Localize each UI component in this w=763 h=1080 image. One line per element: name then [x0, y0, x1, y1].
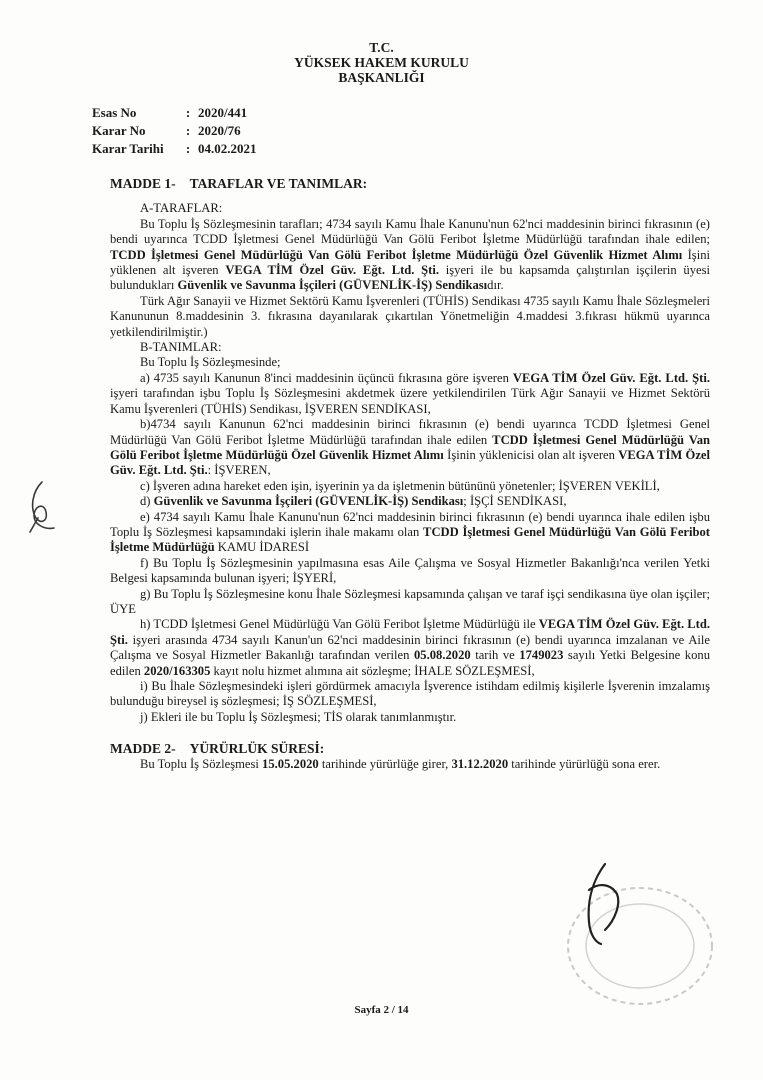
- colon: :: [185, 105, 191, 120]
- definition-f: f) Bu Toplu İş Sözleşmesinin yapılmasına esas Aile Çalışma ve Sosyal Hizmetler Bakanlığı'nca verilen Yetki Belgesi kapsamında bulunan işyeri; İŞYERİ,: [110, 555, 710, 586]
- colon: :: [185, 141, 191, 156]
- text: sayılı Yetki Belgesine konu edilen: [110, 648, 710, 678]
- text: : İŞVEREN,: [207, 463, 271, 478]
- bold-text: Güvenlik ve Savunma İşçileri (GÜVENLİK-İŞ) Sendikası: [177, 278, 488, 293]
- document-header: [0, 40, 763, 85]
- bold-text: TCDD İşletmesi Genel Müdürlüğü Van Gölü Feribot İşletme Müdürlüğü Özel Güvenlik Hizmet Alımı: [110, 247, 683, 262]
- text: tarihinde yürürlüğü sona erer.: [508, 756, 661, 771]
- madde-2-number: MADDE 2-: [110, 741, 176, 757]
- taraflar-heading: A-TARAFLAR:: [140, 201, 223, 216]
- tanimlar-intro: Bu Toplu İş Sözleşmesinde;: [140, 355, 281, 370]
- text: Bu Toplu İş Sözleşmesinin tarafları; 4734 sayılı Kamu İhale Kanunu'nun 62'nci maddesinin birinci fıkrasının (e) bendi uyarınca TCDD İşletmesi Genel Müdürlüğü Van Gölü Feribot İşletme Müdürlüğü tarafından ihale edilen;: [110, 216, 710, 247]
- text: işyeri ile bu kapsamda çalıştırılan işçilerin üyesi bulundukları: [110, 263, 710, 293]
- document-body: [110, 176, 710, 772]
- text: işyeri arasında 4734 sayılı Kanun'un 62'nci maddesinin birinci fıkrasının (e) bendi uyarınca imzalanan ve Aile Çalışma ve Sosyal Hizmetler Bakanlığı tarafından verilen: [110, 632, 710, 663]
- text: KAMU İDARESİ: [214, 540, 310, 555]
- karar-no-value: 2020/76: [198, 123, 241, 138]
- text: dır.: [487, 278, 504, 293]
- text: ; İŞÇİ SENDİKASI,: [463, 494, 567, 509]
- taraflar-paragraph-1: [110, 217, 710, 294]
- text: tarih ve: [470, 648, 520, 663]
- text: e) 4734 sayılı Kamu İhale Kanunu'nun 62'nci maddesinin birinci fıkrasının (e) bendi uyarınca ihale edilen işbu Toplu İş Sözleşmesi kapsamındaki işlerin ihale makamı olan: [110, 509, 710, 539]
- madde-1-heading: [110, 176, 710, 191]
- bold-text: TCDD İşletmesi Genel Müdürlüğü Van Gölü Feribot İşletme Müdürlüğü: [110, 524, 710, 555]
- bold-text: 15.05.2020: [262, 756, 319, 771]
- text: b)4734 sayılı Kanunun 62'nci maddesinin birinci fıkrasının (e) bendi uyarınca TCDD İşletmesi Genel Müdürlüğü Van Gölü Feribot İşletme Müdürlüğü tarafından ihale edilen: [110, 417, 710, 447]
- definition-a: [110, 371, 710, 417]
- madde-2-title: YÜRÜRLÜK SÜRESİ:: [189, 741, 325, 757]
- bold-text: 05.08.2020: [413, 648, 471, 663]
- handwritten-signature: [565, 860, 635, 950]
- tanimlar-heading: B-TANIMLAR:: [140, 340, 222, 355]
- bold-text: 31.12.2020: [451, 756, 509, 771]
- text: tarihinde yürürlüğe girer,: [318, 756, 452, 771]
- karar-tarihi-label: Karar Tarihi: [92, 141, 164, 156]
- madde-1-title: TARAFLAR VE TANIMLAR:: [189, 176, 368, 191]
- header-department: BAŞKANLIĞI: [338, 70, 425, 85]
- definition-b: [110, 417, 710, 479]
- karar-no-row: [92, 122, 257, 140]
- bold-text: 2020/163305: [143, 663, 211, 678]
- bold-text: Güvenlik ve Savunma İşçileri (GÜVENLİK-İŞ) Sendikası: [153, 494, 464, 509]
- text: işyeri tarafından işbu Toplu İş Sözleşmesini akdetmek üzere yetkilendirilen Türk Ağır Sanayii ve Hizmet Sektörü Kamu İşverenleri (TÜHİS) Sendikası, İŞVEREN SENDİKASI,: [110, 386, 710, 416]
- text: d): [140, 494, 154, 509]
- margin-initial-mark: [24, 478, 58, 534]
- madde-1-number: MADDE 1-: [110, 176, 176, 191]
- esas-no-label: Esas No: [92, 105, 137, 120]
- header-institution: YÜKSEK HAKEM KURULU: [294, 55, 469, 70]
- text: h) TCDD İşletmesi Genel Müdürlüğü Van Gölü Feribot İşletme Müdürlüğü ile: [140, 617, 539, 632]
- text: kayıt nolu hizmet alımına ait sözleşme; İHALE SÖZLEŞMESİ,: [210, 663, 535, 678]
- bold-text: VEGA TİM Özel Güv. Eğt. Ltd. Şti.: [225, 263, 440, 278]
- header-tc: T.C.: [369, 40, 394, 55]
- bold-text: 1749023: [519, 648, 564, 663]
- karar-tarihi-value: 04.02.2021: [198, 141, 257, 156]
- bold-text: VEGA TİM Özel Güv. Eğt. Ltd. Şti.: [110, 447, 711, 478]
- definition-d: [110, 494, 710, 509]
- text: İşini yüklenen alt işveren: [110, 247, 710, 278]
- definition-j: j) Ekleri ile bu Toplu İş Sözleşmesi; TİS olarak tanımlanmıştır.: [140, 709, 457, 724]
- page-number: Sayfa 2 / 14: [354, 1004, 409, 1016]
- madde-2-heading: [110, 741, 710, 756]
- definition-c: c) İşveren adına hareket eden işin, işyerinin ya da işletmenin bütününü yönetenler; İŞVEREN VEKİLİ,: [140, 478, 660, 493]
- taraflar-paragraph-2: Türk Ağır Sanayii ve Hizmet Sektörü Kamu İşverenleri (TÜHİS) Sendikası 4735 sayılı Kamu İhale Sözleşmeleri Kanununun 8.maddesinin 3. fıkrasına dayanılarak çıkartılan Yönetmeliğin 4.maddesi 3.fıkrası hükmü uyarınca yetkilendirilmiştir.): [110, 293, 710, 339]
- definition-e: [110, 510, 710, 556]
- definition-i: i) Bu İhale Sözleşmesindeki işleri gördürmek amacıyla İşverence istihdam edilmiş kişilerle İşverenin imzalamış bulunduğu bireysel iş sözleşmesi; İŞ SÖZLEŞMESİ,: [110, 679, 710, 709]
- bold-text: VEGA TİM Özel Güv. Eğt. Ltd. Şti.: [512, 370, 710, 385]
- esas-no-row: [92, 104, 257, 122]
- karar-tarihi-row: [92, 140, 257, 158]
- karar-no-label: Karar No: [92, 123, 146, 138]
- bold-text: TCDD İşletmesi Genel Müdürlüğü Van Gölü Feribot İşletme Müdürlüğü Özel Güvenlik Hizmet Alımı: [110, 432, 710, 462]
- definition-g: g) Bu Toplu İş Sözleşmesine konu İhale Sözleşmesi kapsamında çalışan ve taraf işçi sendikasına üye olan işçiler; ÜYE: [110, 586, 710, 616]
- madde-2-paragraph: [110, 757, 710, 772]
- colon: :: [185, 123, 191, 138]
- definition-h: [110, 617, 710, 679]
- text: Bu Toplu İş Sözleşmesi: [140, 756, 263, 771]
- bold-text: VEGA TİM Özel Güv. Eğt. Ltd. Şti.: [110, 617, 711, 647]
- case-metadata: [92, 104, 257, 158]
- text: İşinin yüklenicisi olan alt işveren: [443, 447, 619, 462]
- esas-no-value: 2020/441: [198, 105, 248, 120]
- text: a) 4735 sayılı Kanunun 8'inci maddesinin üçüncü fıkrasına göre işveren: [140, 370, 513, 385]
